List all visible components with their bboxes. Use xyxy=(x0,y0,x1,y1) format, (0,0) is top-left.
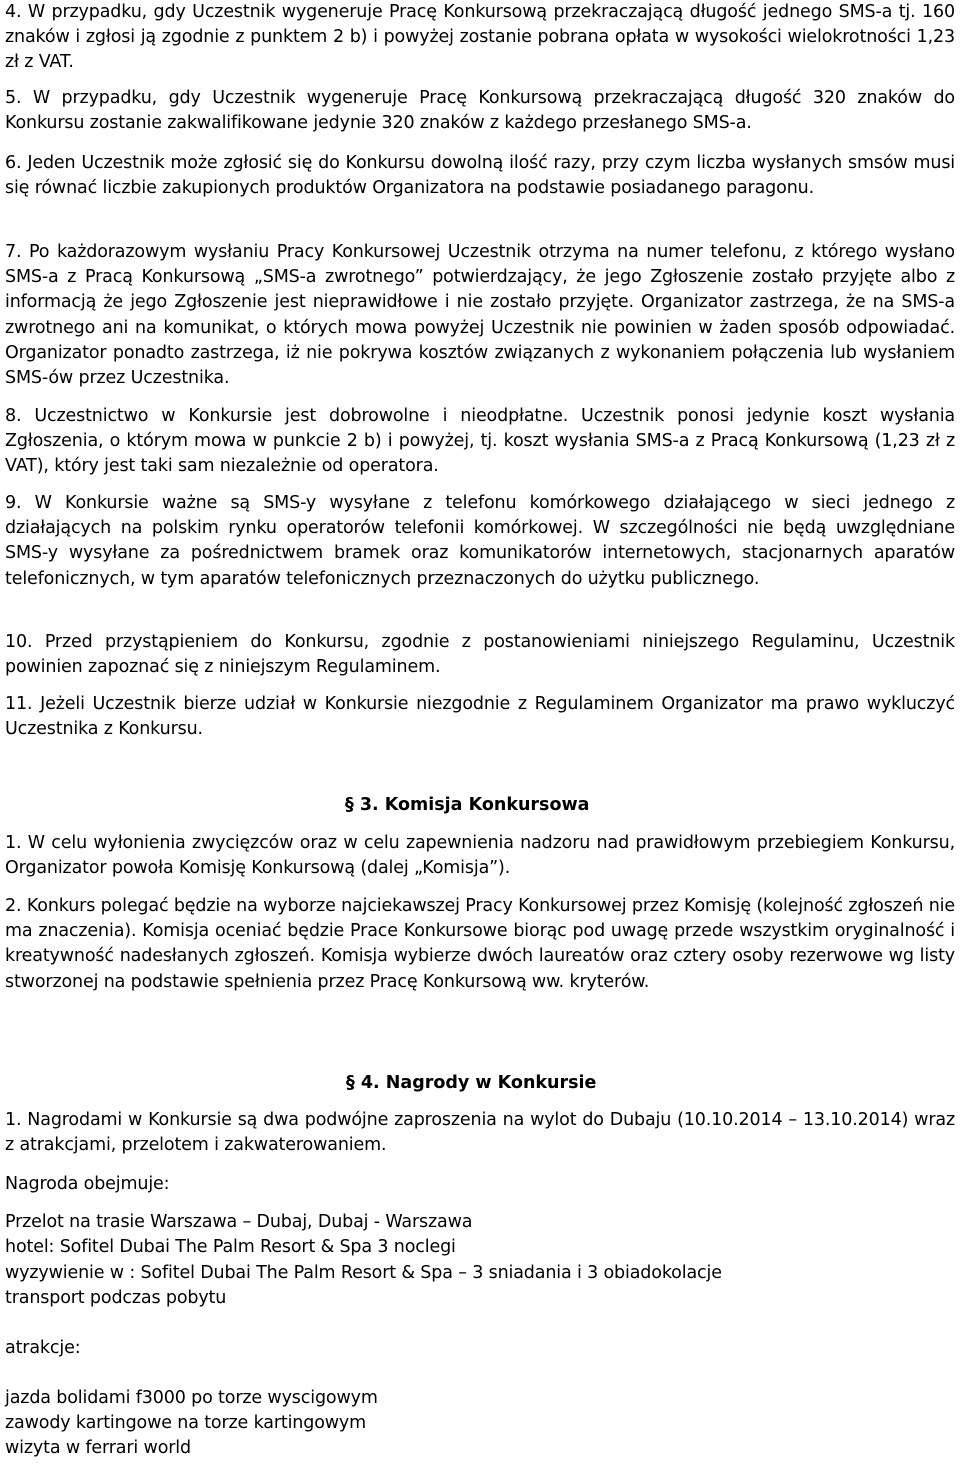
attraction-line: zawody kartingowe na torze kartingowym xyxy=(5,1413,367,1433)
prize-line: transport podczas pobytu xyxy=(5,1288,227,1308)
paragraph-2-9: 9. W Konkursie ważne są SMS-y wysyłane z telefonu komórkowego działającego w sieci jednego z działających na polskim rynku operatorów telefonii komórkowej. W szczególności nie będą uwzględniane SMS-y wysyłane za pośrednictwem bramek oraz komunikatorów internetowych, stacjonarnych aparatów telefonicznych, w tym aparatów telefonicznych przeznaczonych do użytku publicznego. xyxy=(5,493,955,589)
attraction-line: jazda bolidami f3000 po torze wyscigowym xyxy=(5,1388,378,1408)
prize-line: Przelot na trasie Warszawa – Dubaj, Dubaj - Warszawa xyxy=(5,1212,473,1232)
prize-label: Nagroda obejmuje: xyxy=(5,1174,170,1194)
paragraph-2-8: 8. Uczestnictwo w Konkursie jest dobrowolne i nieodpłatne. Uczestnik ponosi jedynie koszt wysłania Zgłoszenia, o którym mowa w punkcie 2 b) i powyżej, tj. koszt wysłania SMS-a z Pracą Konkursową (1,23 zł z VAT), który jest taki sam niezależnie od operatora. xyxy=(5,406,955,477)
paragraph-2-10: 10. Przed przystąpieniem do Konkursu, zgodnie z postanowieniami niniejszego Regulaminu, Uczestnik powinien zapoznać się z niniejszym Regulaminem. xyxy=(5,632,955,678)
prize-line: wyzywienie w : Sofitel Dubai The Palm Resort & Spa – 3 sniadania i 3 obiadokolacje xyxy=(5,1263,722,1283)
paragraph-2-5: 5. W przypadku, gdy Uczestnik wygeneruje Pracę Konkursową przekraczającą długość 320 znaków do Konkursu zostanie zakwalifikowane jedynie 320 znaków z każdego przesłanego SMS-a. xyxy=(5,88,955,134)
attraction-line: wizyta w ferrari world xyxy=(5,1438,191,1458)
paragraph-2-4: 4. W przypadku, gdy Uczestnik wygeneruje Pracę Konkursową przekraczającą długość jednego SMS-a tj. 160 znaków i zgłosi ją zgodnie z punktem 2 b) i powyżej zostanie pobrana opłata w wysokości wielokrotności 1,23 zł z VAT. xyxy=(5,2,955,73)
section-3-heading: § 3. Komisja Konkursowa xyxy=(345,795,590,815)
paragraph-3-1: 1. W celu wyłonienia zwycięzców oraz w celu zapewnienia nadzoru nad prawidłowym przebiegiem Konkursu, Organizator powoła Komisję Konkursową (dalej „Komisja”). xyxy=(5,833,955,879)
paragraph-2-7: 7. Po każdorazowym wysłaniu Pracy Konkursowej Uczestnik otrzyma na numer telefonu, z którego wysłano SMS-a z Pracą Konkursową „SMS-a zwrotnego” potwierdzający, że jego Zgłoszenie zostało przyjęte albo z informacją że jego Zgłoszenie jest nieprawidłowe i nie zostało przyjęte. Organizator zastrzega, że na SMS-a zwrotnego ani na komunikat, o których mowa powyżej Uczestnik nie powinien w żaden sposób odpowiadać. Organizator ponadto zastrzega, iż nie pokrywa kosztów związanych z wykonaniem połączenia lub wysłaniem SMS-ów przez Uczestnika. xyxy=(5,242,955,389)
paragraph-3-2: 2. Konkurs polegać będzie na wyborze najciekawszej Pracy Konkursowej przez Komisję (kolejność zgłoszeń nie ma znaczenia). Komisja oceniać będzie Prace Konkursowe biorąc pod uwagę przede wszystkim oryginalność i kreatywność nadesłanych zgłoszeń. Komisja wybierze dwóch laureatów oraz cztery osoby rezerwowe wg listy stworzonej na podstawie spełnienia przez Pracę Konkursową ww. kryterów. xyxy=(5,896,955,992)
paragraph-2-11: 11. Jeżeli Uczestnik bierze udział w Konkursie niezgodnie z Regulaminem Organizator ma prawo wykluczyć Uczestnika z Konkursu. xyxy=(5,694,955,740)
attractions-label: atrakcje: xyxy=(5,1338,81,1358)
paragraph-2-6: 6. Jeden Uczestnik może zgłosić się do Konkursu dowolną ilość razy, przy czym liczba wysłanych smsów musi się równać liczbie zakupionych produktów Organizatora na podstawie posiadanego paragonu. xyxy=(5,153,955,199)
paragraph-4-1: 1. Nagrodami w Konkursie są dwa podwójne zaproszenia na wylot do Dubaju (10.10.2014 – 13.10.2014) wraz z atrakcjami, przelotem i zakwaterowaniem. xyxy=(5,1110,955,1156)
prize-line: hotel: Sofitel Dubai The Palm Resort & Spa 3 noclegi xyxy=(5,1237,456,1257)
section-4-heading: § 4. Nagrody w Konkursie xyxy=(346,1073,597,1093)
